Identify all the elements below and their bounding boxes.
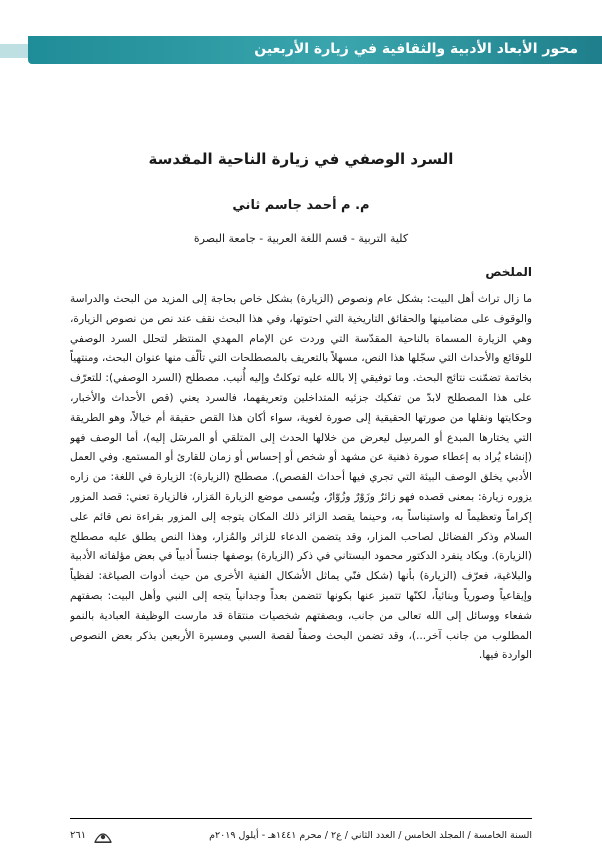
journal-emblem-icon xyxy=(94,828,112,844)
article-author: م. م أحمد جاسم ثاني xyxy=(232,198,370,213)
page-number: ٢٦١ xyxy=(70,830,87,841)
footer-rule xyxy=(70,818,532,819)
header-corner-mark xyxy=(0,44,28,58)
author-affiliation: كلية التربية - قسم اللغة العربية - جامعة البصرة xyxy=(193,232,409,245)
footer-citation: السنة الخامسة / المجلد الخامس / العدد الثاني / ع٢ / محرم ١٤٤١هـ - أيلول ٢٠١٩م xyxy=(209,830,532,841)
journal-section-title: محور الأبعاد الأدبية والثقافية في زيارة الأربعين xyxy=(254,41,578,57)
journal-header xyxy=(0,36,602,66)
abstract-body: ما زال تراث أهل البيت: بشكل عام ونصوص (الزيارة) بشكل خاص بحاجة إلى المزيد من البحث والدراسة والوقوف على مضامينها والحقائق التاريخية التي احتوتها، وفي هذا البحث نقف عند نص من نصوص الزيارة، وهي الزيارة المسماة بالناحية المقدّسة التي وردت عن الإمام المهدي المنتظر لتحلل السرد الوصفي للوقائع والأحداث التي سجّلها هذا النص، مسهلاً بالتعريف بالمصطلحات التي تألّف منها عنوان البحث، ومنتهياً بخاتمة تضمّنت نتائج البحث. وما توفيقي إلا بالله عليه توكلتُ وإليه أُنيب. مصطلح (السرد الوصفي): للتعرّف على هذا المصطلح لابدّ من تفكيك جزئيه المتداخلين وتعريفهما، فالسرد يعني (قص الأحداث والأخبار، وحكايتها ونقلها من صورتها الحقيقية إلى صورة لغوية، سواء أكان هذا القص حقيقة أم خيالاً، وهو الطريقة التي يختارها المبدع أو المرسِل ليعرض من خلالها الحدث إلى المتلقي أو المرسَل إليه)، أما الوصف فهو (إنشاء يُراد به إعطاء صورة ذهنية عن مشهد أو شخص أو إحساس أو زمان للقارئ أو المستمع. وفي العمل الأدبي يخلق الوصف البيئة التي تجري فيها أحداث القصص). مصطلح (الزيارة): الزيارة في اللغة: من زاره يزوره زيارة: بمعنى قصده فهو زائرٌ وزَوْرٌ وزُوّارٌ، ويُسمى موضع الزيارة المَزار، فالزيارة تعني: قصد المزور إكراماً وتعظيماً له واستيناساً به، وحينما يقصد الزائر ذلك المكان يتوجه إلى المزور بقراءة نص قائم على السلام وذكر الفضائل لصاحب المزار، وقد يتضمن الدعاء للزائر والمُزار، وهذا النص يطلق عليه مصطلح (الزيارة). ويكاد ينفرد الدكتور محمود البستاني في ذكر (الزيارة) بوصفها جنساً أدبياً في بعض مؤلفاته الأدبية والبلاغية، فعرّف (الزيارة) بأنها (شكل فنّي يماثل الأشكال الفنية الأخرى من حيث أدوات الصياغة: لفظياً وإيقاعياً وصورياً وبنائياً، لكنّها تتميز عنها بكونها تتضمن بعداً وجدانياً يتجه إلى النبي وأهل البيت: بصفتهم شفعاء ووسائل إلى الله تعالى من جانب، وبصفتهم شخصيات منتقاة قد مارست الوظيفة العبادية بالنمو المطلوب من جانب آخر...)، وقد تضمن البحث وصفاً لقصة السبي ومسيرة الأربعين بذكر بعض النصوص الواردة فيها. xyxy=(70,293,532,662)
article-title: السرد الوصفي في زيارة الناحية المقدسة xyxy=(148,150,454,168)
abstract-heading: الملخص xyxy=(485,265,532,279)
page-footer xyxy=(70,828,532,848)
header-bar xyxy=(28,36,602,64)
